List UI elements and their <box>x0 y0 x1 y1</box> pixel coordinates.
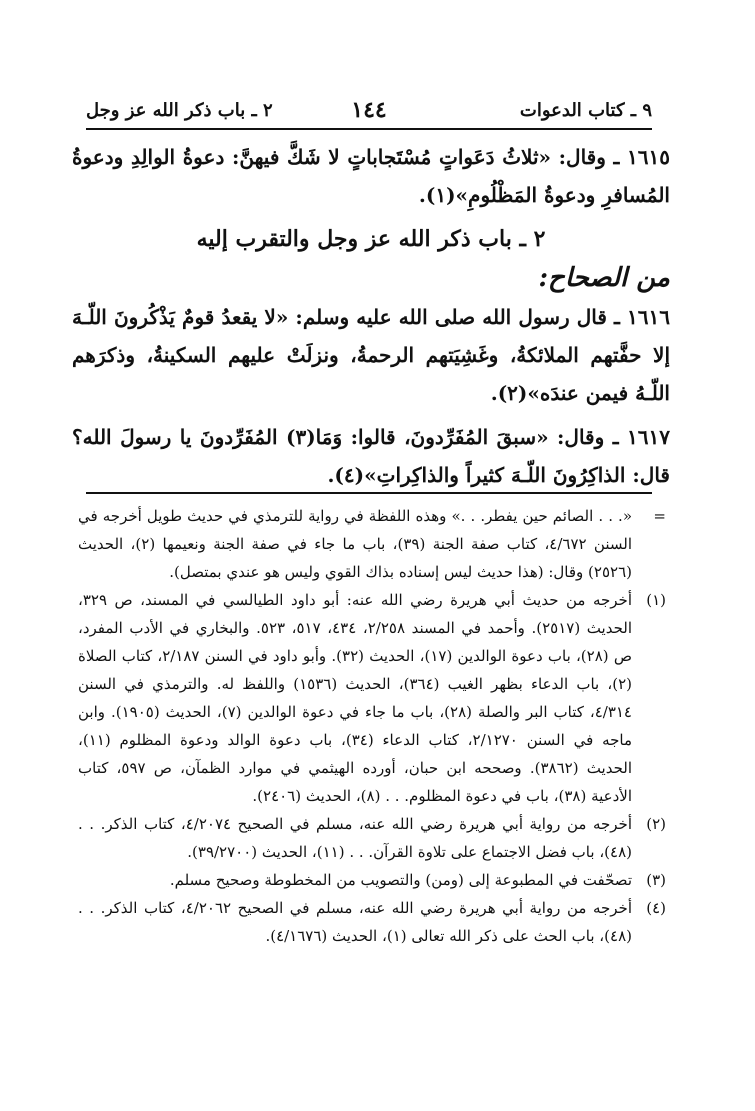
footnote-2 <box>78 810 666 866</box>
footnote-4 <box>78 894 666 950</box>
footnote-3 <box>78 866 666 894</box>
section-title: ٢ ـ باب ذكر الله عز وجل والتقرب إليه <box>196 226 546 252</box>
footnote-text: تصحّفت في المطبوعة إلى (ومن) والتصويب من المخطوطة وصحيح مسلم. <box>169 871 632 889</box>
hadith-1616: ١٦١٦ ـ قال رسول الله صلى الله عليه وسلم: «لا يقعدُ قومٌ يَذْكُرونَ اللّـهَ إلا حفَّتهم الملائكةُ، وغَشِيَتهم الرحمةُ، ونزلَتْ عليهم السكينةُ، وذكرَهم اللّـهُ فيمن عندَه»(٢). <box>72 305 670 405</box>
page-number: ١٤٤ <box>351 97 387 123</box>
footnote-1 <box>78 586 666 810</box>
hadith-1617: ١٦١٧ ـ وقال: «سبقَ المُفَرِّدونَ، قالوا: وَمَا(٣) المُفَرِّدونَ يا رسولَ الله؟ قال: الذاكِرُونَ اللّـهَ كثيراً والذاكِراتِ»(٤). <box>72 425 671 487</box>
footnote-continuation <box>78 502 666 586</box>
footnote-text: أخرجه من حديث أبي هريرة رضي الله عنه: أبو داود الطيالسي في المسند، ص ٣٢٩، الحديث (٢٥١٧). وأحمد في المسند ٢/٢٥٨، ٤٣٤، ٥١٧، ٥٢٣. والبخاري في الأدب المفرد، ص (٢٨)، باب دعوة الوالدين (١٧)، الحديث (٣٢). وأبو داود في السنن ٢/١٨٧، كتاب الصلاة (٢)، باب الدعاء بظهر الغيب (٣٦٤)، الحديث (١٥٣٦) واللفظ له. والترمذي في السنن ٤/٣١٤، كتاب البر والصلة (٢٨)، باب ما جاء في دعوة الوالدين (٧)، الحديث (١٩٠٥). وابن ماجه في السنن ٢/١٢٧٠، كتاب الدعاء (٣٤)، باب دعوة الوالد ودعوة المظلوم (١١)، الحديث (٣٨٦٢). وصححه ابن حبان، أورده الهيثمي في موارد الظمآن، ص ٥٩٧، كتاب الأدعية (٣٨)، باب في دعوة المظلوم. . . (٨)، الحديث (٢٤٠٦). <box>78 591 632 805</box>
footnote-marker: = <box>653 507 666 525</box>
footnote-marker: (٢) <box>646 815 666 833</box>
hadith-1615: ١٦١٥ ـ وقال: «ثلاثُ دَعَواتٍ مُسْتَجاباتٍ لا شَكَّ فيهنَّ: دعوةُ الوالِدِ ودعوةُ المُسافرِ ودعوةُ المَظْلُومِ»(١). <box>72 145 670 207</box>
footnote-marker: (٣) <box>646 871 666 889</box>
footnote-text: أخرجه من رواية أبي هريرة رضي الله عنه، مسلم في الصحيح ٤/٢٠٧٤، كتاب الذكر. . . (٤٨)، باب فضل الاجتماع على تلاوة القرآن. . . (١١)، الحديث (٣٩/٢٧٠٠). <box>78 815 632 861</box>
footnote-text: أخرجه من رواية أبي هريرة رضي الله عنه، مسلم في الصحيح ٤/٢٠٦٢، كتاب الذكر. . . (٤٨)، باب الحث على ذكر الله تعالى (١)، الحديث (٤/١٦٧٦). <box>78 899 632 945</box>
header-chapter-title: ٢ ـ باب ذكر الله عز وجل <box>86 99 273 121</box>
footnote-divider <box>86 492 652 494</box>
footnotes <box>78 502 666 950</box>
footnote-marker: (٤) <box>646 899 666 917</box>
sahih-label: من الصحاح: <box>538 263 670 293</box>
running-header <box>86 92 652 130</box>
main-text <box>72 138 670 500</box>
header-book-title: ٩ ـ كتاب الدعوات <box>519 99 652 121</box>
footnote-marker: (١) <box>646 591 666 609</box>
footnote-text: «. . . الصائم حين يفطر. . .» وهذه اللفظة في رواية للترمذي في حديث طويل أخرجه في السنن ٤/٦٧٢، كتاب صفة الجنة (٣٩)، باب ما جاء في صفة الجنة ونعيمها (٢)، الحديث (٢٥٢٦) وقال: (هذا حديث ليس إسناده بذاك القوي وليس هو عندي بمتصل). <box>78 507 632 581</box>
